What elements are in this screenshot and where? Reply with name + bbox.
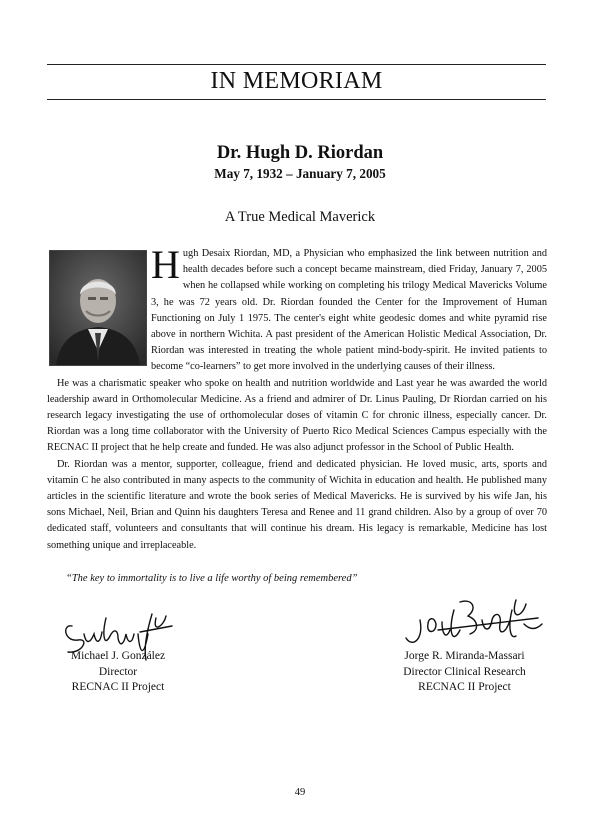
page-number: 49 — [294, 787, 306, 798]
subject-dates: May 7, 1932 – January 7, 2005 — [214, 166, 386, 181]
paragraph-1-text: ugh Desaix Riordan, MD, a Physician who emphasized the link between nutrition and health decades before such a concept became mainstream, died Friday, January 7, 2005 when he collapsed while working on completing his trilogy Medical Mavericks Volume 3, he was 72 years old. Dr. Riordan founded the Center for the Improvement of Human Functioning on July 1 1975. The center's eight white geodesic domes and white pyramid rise above in northern Wichita. A past president of the American Holistic Medical Association, Dr. Riordan was interested in treating the whole patient mind-body-spirit. He invited patients to become “co-learners” to get more involved in the underlying causes of their illness. — [151, 248, 547, 373]
signer-right-name: Jorge R. Miranda-Massari — [404, 650, 525, 662]
signer-left-org: RECNAC II Project — [71, 681, 165, 693]
article-body — [47, 242, 547, 554]
header-rule — [47, 99, 546, 100]
paragraph-3: Dr. Riordan was a mentor, supporter, colleague, friend and dedicated physician. He loved music, arts, sports and vitamin C he also contributed in many aspects to the community of Wichita in education and health. He published many articles in the scientific literature and wrote the book series of Medical Mavericks. He is survived by his wife Jan, his sons Michael, Neil, Brian and Quinn his daughters Teresa and Renee and 11 grand children. Also by a group of over 70 dedicated staff, volunteers and consultants that will continue his dream. His legacy is remarkable, Medicine has lost something unique and irreplaceable. — [47, 458, 547, 551]
signer-left-title: Director — [98, 665, 138, 678]
subject-name: Dr. Hugh D. Riordan — [216, 143, 384, 163]
signer-right-org: RECNAC II Project — [418, 681, 511, 693]
memorial-quote: “The key to immortality is to live a life worthy of being remembered” — [66, 573, 358, 584]
page-title: IN MEMORIAM — [210, 68, 383, 94]
signer-left-name: Michael J. González — [70, 650, 166, 662]
top-rule — [47, 64, 546, 65]
paragraph-2: He was a charismatic speaker who spoke on health and nutrition worldwide and Last year he was awarded the world leadership award in Orthomolecular Medicine. As a friend and admirer of Dr. Linus Pauling, Dr Riordan carried on his research legacy investigating the use of orthomolecular doses of vitamin C for chronic illness, especially cancer. Dr. Riordan was a long time collaborator with the University of Puerto Rico Medical Sciences Campus especially with the RECNAC II project that he help create and funded. He was also adjunct professor in the School of Public Health. — [47, 377, 547, 454]
signer-right-title: Director Clinical Research — [403, 665, 526, 678]
photo-spacer — [47, 246, 151, 375]
signature-right-block — [387, 649, 542, 696]
drop-cap: H — [151, 242, 180, 287]
article-subtitle: A True Medical Maverick — [224, 209, 376, 225]
signature-left-block — [48, 649, 188, 696]
